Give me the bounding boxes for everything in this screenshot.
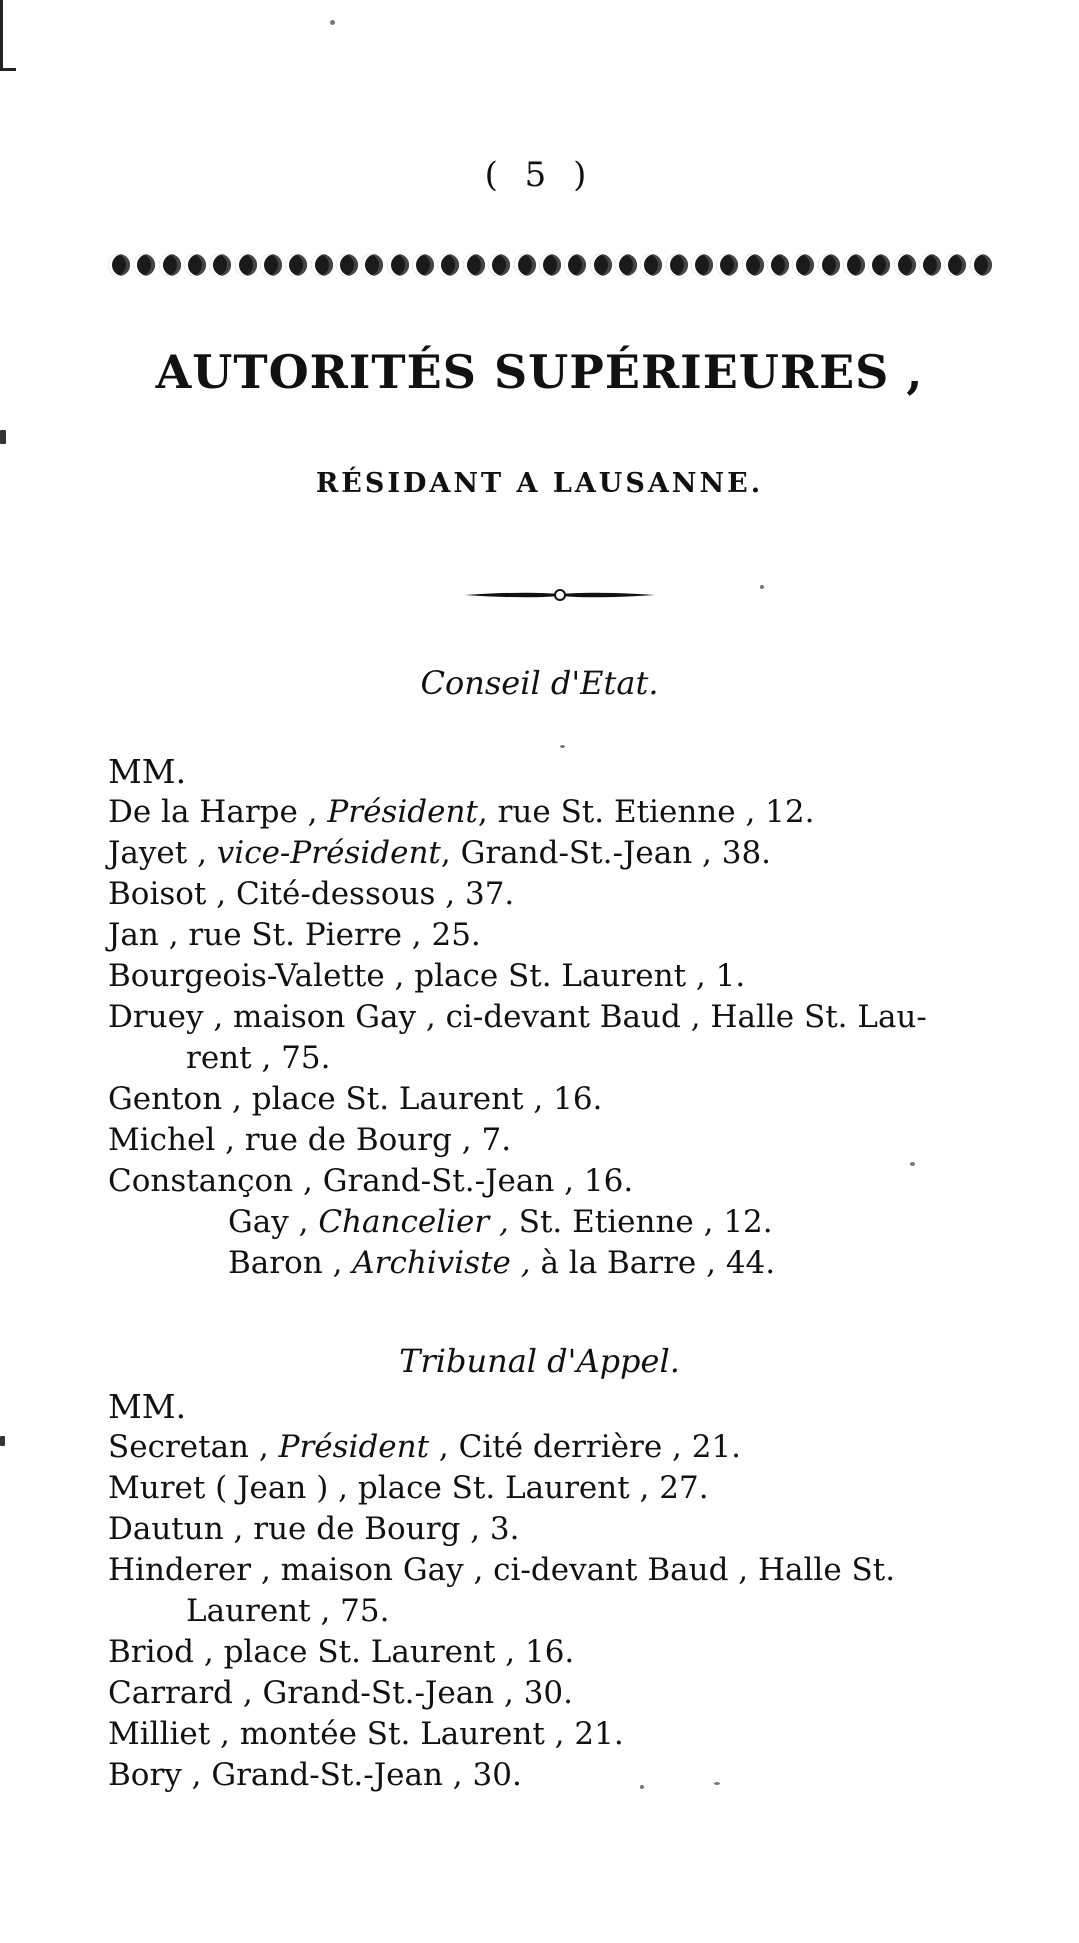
list-item: Secretan , Président , Cité derrière , 21.: [108, 1429, 742, 1465]
conseil-list: [108, 751, 1028, 1284]
section-heading-tribunal: Tribunal d'Appel.: [399, 1342, 680, 1380]
list-item: De la Harpe , Président, rue St. Etienne , 12.: [108, 794, 815, 830]
page-subtitle: RÉSIDANT A LAUSANNE.: [315, 468, 764, 499]
list-item: Constançon , Grand-St.-Jean , 16.: [108, 1163, 634, 1199]
list-item: Muret ( Jean ) , place St. Laurent , 27.: [108, 1470, 709, 1506]
list-item-continuation: rent , 75.: [186, 1040, 331, 1076]
mm-label: MM.: [108, 752, 187, 791]
page-title: AUTORITÉS SUPÉRIEURES ,: [155, 345, 924, 399]
scan-speck: [330, 20, 335, 25]
scan-speck: [0, 68, 16, 71]
list-item: Boisot , Cité-dessous , 37.: [108, 876, 515, 912]
mm-label: MM.: [108, 1387, 187, 1426]
scan-speck: [0, 430, 6, 444]
list-item: Druey , maison Gay , ci-devant Baud , Halle St. Lau-: [108, 999, 927, 1035]
scan-speck: [760, 585, 764, 589]
list-item: Hinderer , maison Gay , ci-devant Baud , Halle St.: [108, 1552, 896, 1588]
list-item: Bory , Grand-St.-Jean , 30.: [108, 1757, 522, 1793]
list-item: Baron , Archiviste , à la Barre , 44.: [228, 1245, 776, 1281]
scan-speck: [0, 0, 3, 70]
page-number: ( 5 ): [484, 155, 595, 195]
list-item: Milliet , montée St. Laurent , 21.: [108, 1716, 624, 1752]
ornamental-border-rule: [108, 250, 992, 280]
list-item: Carrard , Grand-St.-Jean , 30.: [108, 1675, 573, 1711]
scan-speck: [560, 745, 565, 748]
list-item: Dautun , rue de Bourg , 3.: [108, 1511, 520, 1547]
decorative-divider: [465, 588, 655, 602]
list-item: Jan , rue St. Pierre , 25.: [108, 917, 481, 953]
list-item: Briod , place St. Laurent , 16.: [108, 1634, 575, 1670]
tribunal-list: [108, 1386, 1028, 1796]
scan-speck: [0, 1436, 5, 1446]
list-item: Jayet , vice-Président, Grand-St.-Jean , 38.: [108, 835, 772, 871]
list-item: Bourgeois-Valette , place St. Laurent , 1.: [108, 958, 746, 994]
list-item: Gay , Chancelier , St. Etienne , 12.: [228, 1204, 773, 1240]
list-item-continuation: Laurent , 75.: [186, 1593, 390, 1629]
scan-speck: [714, 1782, 720, 1785]
scan-speck: [910, 1162, 915, 1166]
list-item: Michel , rue de Bourg , 7.: [108, 1122, 512, 1158]
section-heading-conseil: Conseil d'Etat.: [420, 664, 659, 702]
list-item: Genton , place St. Laurent , 16.: [108, 1081, 603, 1117]
scan-speck: [640, 1785, 644, 1789]
